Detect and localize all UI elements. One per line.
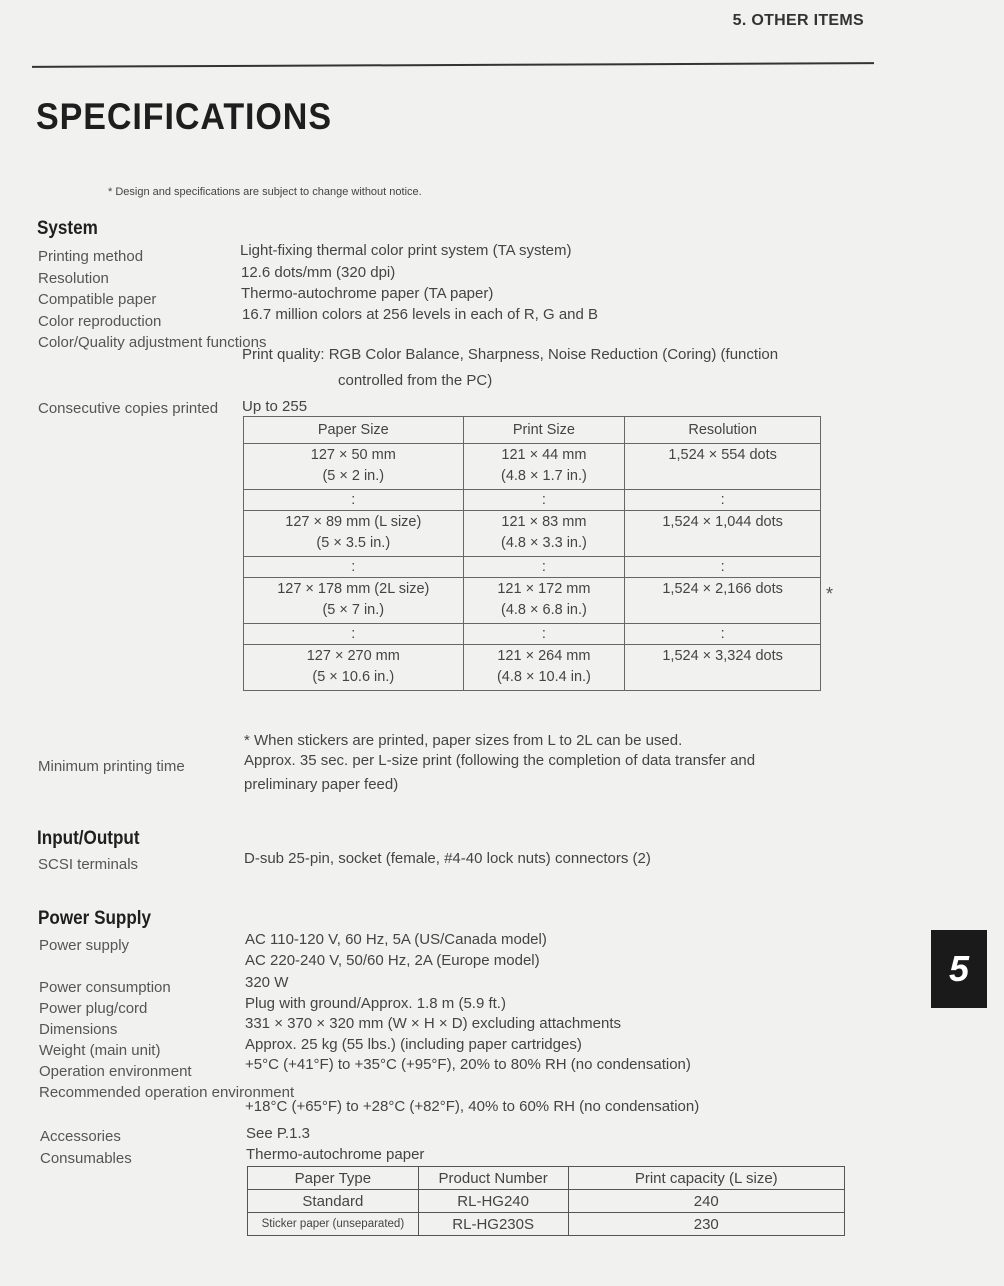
consecutive-copies-label: Consecutive copies printed — [38, 400, 219, 417]
recommended-env-label: Recommended operation environment — [39, 1084, 295, 1101]
table-row — [244, 578, 821, 624]
table-row — [244, 511, 821, 557]
chapter-header: 5. OTHER ITEMS — [732, 12, 864, 29]
print-size-in: (4.8 × 3.3 in.) — [501, 535, 587, 551]
dots-cell: : — [463, 624, 625, 645]
dots-cell: : — [244, 624, 464, 645]
print-size-in: (4.8 × 10.4 in.) — [496, 669, 591, 685]
consumables-label: Consumables — [40, 1150, 132, 1167]
table-row-dots — [244, 624, 821, 645]
product-number: RL-HG240 — [418, 1190, 568, 1213]
system-heading: System — [37, 218, 98, 239]
power-plug-label: Power plug/cord — [39, 1000, 148, 1017]
paper-type: Sticker paper (unseparated) — [248, 1213, 419, 1236]
power-supply-line2: AC 220-240 V, 50/60 Hz, 2A (Europe model) — [245, 952, 540, 969]
scsi-terminals-label: SCSI terminals — [38, 856, 139, 873]
print-size: 121 × 44 mm — [501, 447, 587, 463]
dots-cell: : — [244, 490, 464, 511]
recommended-env-value: +18°C (+65°F) to +28°C (+82°F), 40% to 60% RH (no condensation) — [245, 1098, 700, 1115]
weight-value: Approx. 25 kg (55 lbs.) (including paper cartridges) — [245, 1036, 582, 1053]
compatible-paper-label: Compatible paper — [38, 291, 157, 308]
power-heading: Power Supply — [38, 908, 152, 929]
color-reproduction-value: 16.7 million colors at 256 levels in each of R, G and B — [242, 306, 599, 323]
printing-method-value: Light-fixing thermal color print system (TA system) — [240, 242, 572, 259]
power-plug-value: Plug with ground/Approx. 1.8 m (5.9 ft.) — [245, 995, 506, 1012]
io-heading: Input/Output — [37, 828, 140, 849]
column-header: Print capacity (L size) — [568, 1167, 844, 1190]
paper-size-in: (5 × 3.5 in.) — [316, 535, 391, 551]
print-size-in: (4.8 × 1.7 in.) — [501, 468, 587, 484]
power-consumption-label: Power consumption — [39, 979, 171, 996]
column-header: Paper Type — [248, 1167, 419, 1190]
header-rule — [32, 62, 874, 68]
table-row — [244, 444, 821, 490]
paper-size: 127 × 178 mm (2L size) — [277, 581, 430, 597]
paper-size: 127 × 50 mm — [310, 447, 396, 463]
dots-cell: : — [244, 557, 464, 578]
dimensions-value: 331 × 370 × 320 mm (W × H × D) excluding attachments — [245, 1015, 622, 1032]
operation-env-value: +5°C (+41°F) to +35°C (+95°F), 20% to 80% RH (no condensation) — [245, 1056, 691, 1073]
column-header: Product Number — [418, 1167, 568, 1190]
print-quality-line1: Print quality: RGB Color Balance, Sharpness, Noise Reduction (Coring) (function — [242, 346, 779, 363]
print-capacity: 230 — [568, 1213, 844, 1236]
paper-type: Standard — [248, 1190, 419, 1213]
print-size-in: (4.8 × 6.8 in.) — [501, 602, 587, 618]
print-size: 121 × 172 mm — [497, 581, 591, 597]
resolution-dots: 1,524 × 2,166 dots — [662, 581, 783, 597]
dots-cell: : — [625, 490, 821, 511]
power-supply-label: Power supply — [39, 937, 130, 954]
power-supply-line1: AC 110-120 V, 60 Hz, 5A (US/Canada model) — [245, 931, 547, 948]
paper-size-in: (5 × 10.6 in.) — [312, 669, 395, 685]
resolution-dots: 1,524 × 1,044 dots — [662, 514, 783, 530]
table-header-row — [248, 1167, 845, 1190]
resolution-dots: 1,524 × 554 dots — [668, 447, 777, 463]
paper-size: 127 × 89 mm (L size) — [285, 514, 422, 530]
power-consumption-value: 320 W — [245, 974, 289, 991]
print-quality-line2: controlled from the PC) — [338, 372, 493, 389]
table-row — [244, 645, 821, 691]
table-row — [248, 1213, 845, 1236]
resolution-dots: 1,524 × 3,324 dots — [662, 648, 783, 664]
paper-size-in: (5 × 2 in.) — [322, 468, 385, 484]
table-header-row — [244, 417, 821, 444]
consumables-value: Thermo-autochrome paper — [246, 1146, 425, 1163]
table-row — [248, 1190, 845, 1213]
resolution-value: 12.6 dots/mm (320 dpi) — [241, 264, 396, 281]
change-notice: * Design and specifications are subject to change without notice. — [108, 186, 422, 198]
dots-cell: : — [463, 490, 625, 511]
print-capacity: 240 — [568, 1190, 844, 1213]
compatible-paper-value: Thermo-autochrome paper (TA paper) — [241, 285, 494, 302]
dots-cell: : — [625, 557, 821, 578]
dimensions-label: Dimensions — [39, 1021, 118, 1038]
column-header: Print Size — [463, 417, 625, 444]
weight-label: Weight (main unit) — [39, 1042, 161, 1059]
scsi-terminals-value: D-sub 25-pin, socket (female, #4-40 lock nuts) connectors (2) — [244, 850, 651, 867]
dots-cell: : — [625, 624, 821, 645]
min-printing-time-line2: preliminary paper feed) — [244, 776, 399, 793]
color-reproduction-label: Color reproduction — [38, 313, 162, 330]
chapter-tab: 5 — [931, 930, 987, 1008]
dots-cell: : — [463, 557, 625, 578]
print-size: 121 × 264 mm — [497, 648, 591, 664]
operation-env-label: Operation environment — [39, 1063, 192, 1080]
table-row-dots — [244, 490, 821, 511]
consecutive-copies-value: Up to 255 — [242, 398, 308, 415]
printing-method-label: Printing method — [38, 248, 144, 265]
sticker-asterisk: * — [826, 584, 834, 604]
column-header: Resolution — [625, 417, 821, 444]
color-quality-label: Color/Quality adjustment functions — [38, 334, 267, 351]
print-size: 121 × 83 mm — [501, 514, 587, 530]
paper-size-in: (5 × 7 in.) — [322, 602, 385, 618]
paper-size: 127 × 270 mm — [306, 648, 400, 664]
print-size-table — [243, 416, 821, 691]
product-number: RL-HG230S — [418, 1213, 568, 1236]
min-printing-time-line1: Approx. 35 sec. per L-size print (following the completion of data transfer and — [244, 752, 756, 769]
column-header: Paper Size — [244, 417, 464, 444]
consumables-table — [247, 1166, 845, 1236]
min-printing-time-label: Minimum printing time — [38, 758, 185, 775]
table-row-dots — [244, 557, 821, 578]
sticker-note: * When stickers are printed, paper sizes from L to 2L can be used. — [244, 732, 683, 749]
accessories-label: Accessories — [40, 1128, 121, 1145]
accessories-value: See P.1.3 — [246, 1125, 310, 1142]
resolution-label: Resolution — [38, 270, 109, 287]
page-title: SPECIFICATIONS — [36, 96, 332, 137]
